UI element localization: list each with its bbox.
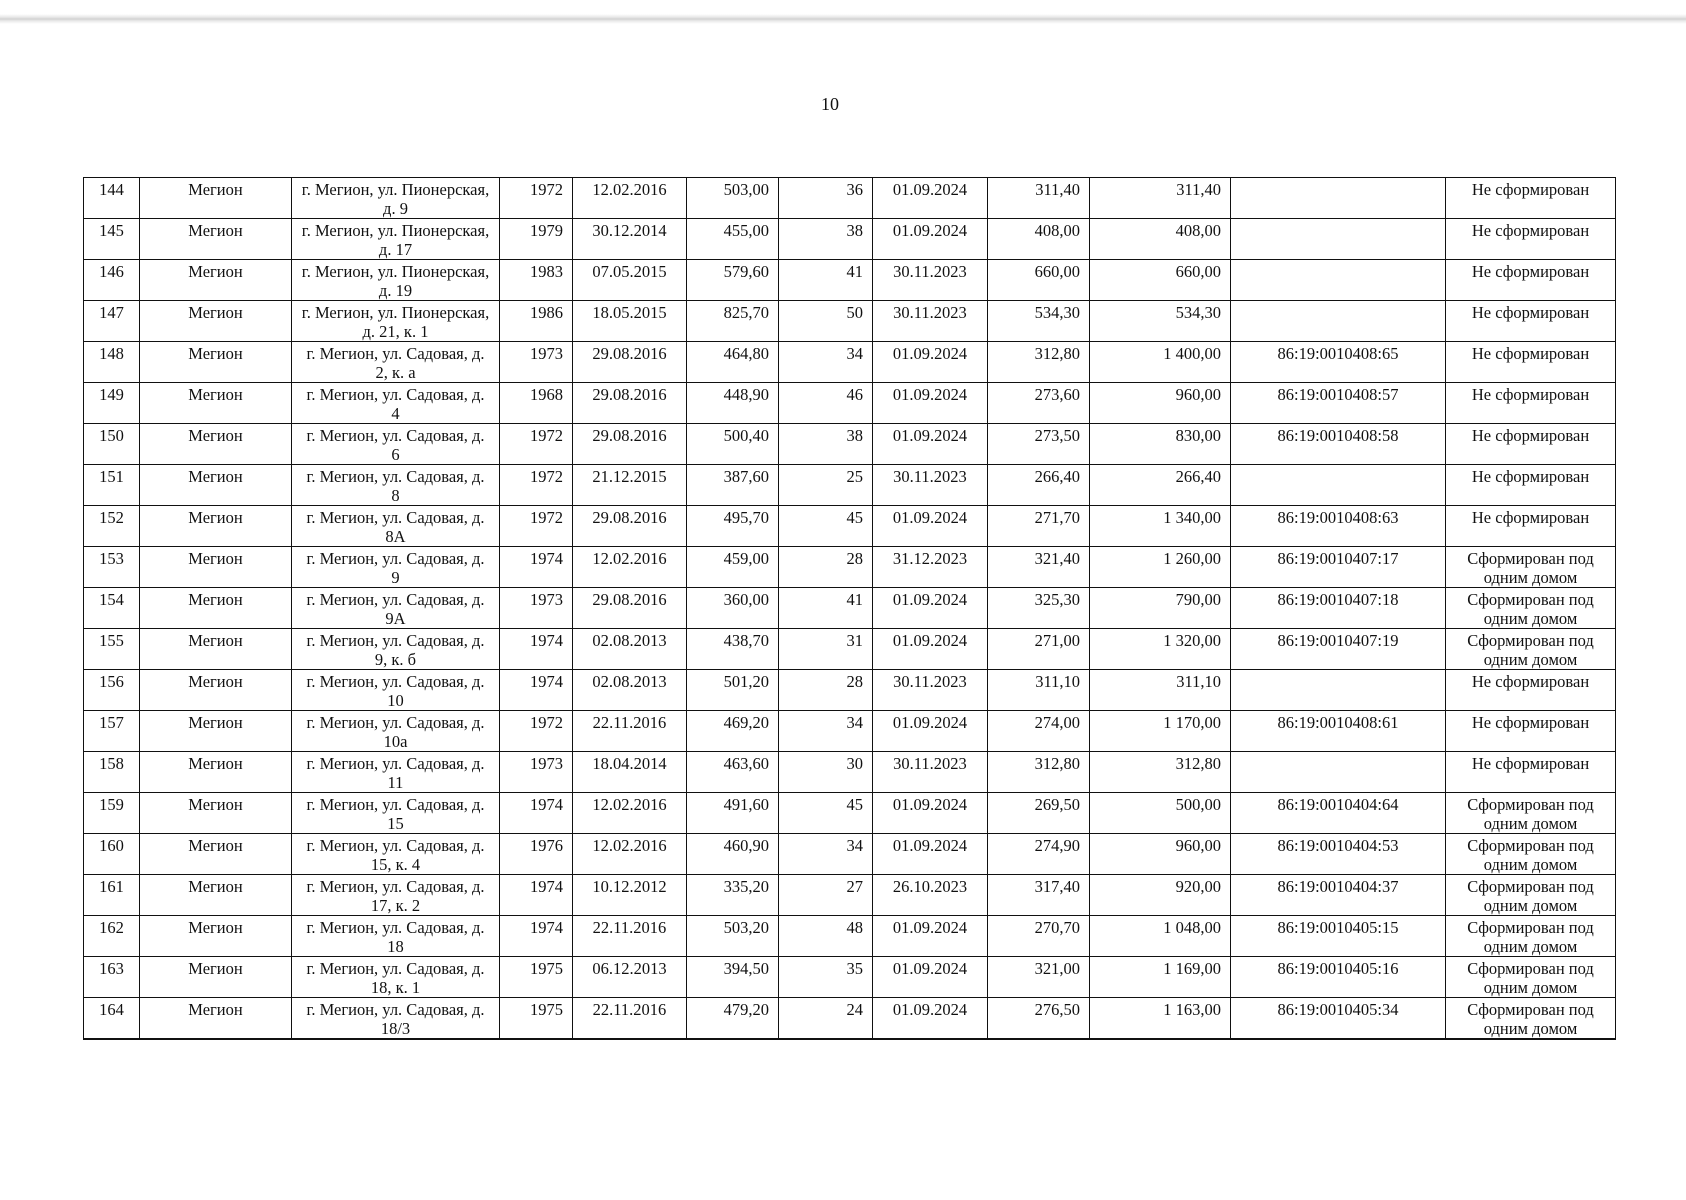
cell-date: 18.04.2014 [573,752,687,793]
cell-value-2: 920,00 [1090,875,1231,916]
table-row [84,998,1616,1040]
cell-count: 34 [779,711,873,752]
cell-year: 1972 [500,465,573,506]
table-row [84,301,1616,342]
cell-address: г. Мегион, ул. Садовая, д. 9 [292,547,500,588]
cell-date: 12.02.2016 [573,793,687,834]
cell-deadline: 01.09.2024 [873,998,988,1040]
cell-area: 463,60 [687,752,779,793]
cell-year: 1973 [500,588,573,629]
cell-value-1: 311,40 [988,178,1090,219]
cell-date: 10.12.2012 [573,875,687,916]
cell-number: 154 [84,588,140,629]
cell-city: Мегион [140,711,292,752]
cell-status: Сформирован под одним домом [1446,629,1616,670]
cell-date: 18.05.2015 [573,301,687,342]
cell-area: 479,20 [687,998,779,1040]
cell-cadastre [1231,178,1446,219]
cell-cadastre: 86:19:0010408:58 [1231,424,1446,465]
cell-address: г. Мегион, ул. Пионерская, д. 17 [292,219,500,260]
cell-value-2: 1 260,00 [1090,547,1231,588]
cell-year: 1974 [500,916,573,957]
cell-city: Мегион [140,957,292,998]
cell-value-1: 534,30 [988,301,1090,342]
cell-area: 360,00 [687,588,779,629]
cell-value-1: 312,80 [988,342,1090,383]
cell-city: Мегион [140,465,292,506]
cell-deadline: 26.10.2023 [873,875,988,916]
cell-count: 28 [779,547,873,588]
cell-status: Не сформирован [1446,711,1616,752]
cell-deadline: 01.09.2024 [873,178,988,219]
cell-value-1: 408,00 [988,219,1090,260]
cell-address: г. Мегион, ул. Садовая, д. 18, к. 1 [292,957,500,998]
cell-value-1: 321,00 [988,957,1090,998]
cell-count: 31 [779,629,873,670]
cell-cadastre: 86:19:0010407:17 [1231,547,1446,588]
table-row [84,547,1616,588]
cell-year: 1968 [500,383,573,424]
cell-city: Мегион [140,301,292,342]
cell-status: Не сформирован [1446,178,1616,219]
cell-address: г. Мегион, ул. Садовая, д. 17, к. 2 [292,875,500,916]
table-row [84,219,1616,260]
cell-area: 394,50 [687,957,779,998]
cell-year: 1975 [500,998,573,1040]
cell-year: 1976 [500,834,573,875]
cell-status: Не сформирован [1446,752,1616,793]
cell-count: 48 [779,916,873,957]
cell-address: г. Мегион, ул. Садовая, д. 8А [292,506,500,547]
cell-value-1: 273,50 [988,424,1090,465]
cell-value-1: 660,00 [988,260,1090,301]
cell-value-2: 266,40 [1090,465,1231,506]
cell-address: г. Мегион, ул. Садовая, д. 18 [292,916,500,957]
cell-value-2: 311,10 [1090,670,1231,711]
cell-date: 22.11.2016 [573,916,687,957]
cell-address: г. Мегион, ул. Садовая, д. 6 [292,424,500,465]
cell-year: 1972 [500,711,573,752]
cell-date: 02.08.2013 [573,629,687,670]
table-row [84,957,1616,998]
cell-value-2: 660,00 [1090,260,1231,301]
cell-value-2: 1 048,00 [1090,916,1231,957]
cell-number: 144 [84,178,140,219]
cell-cadastre [1231,752,1446,793]
cell-count: 41 [779,260,873,301]
cell-count: 28 [779,670,873,711]
cell-number: 155 [84,629,140,670]
cell-value-2: 311,40 [1090,178,1231,219]
cell-value-1: 266,40 [988,465,1090,506]
cell-count: 38 [779,424,873,465]
cell-deadline: 01.09.2024 [873,957,988,998]
cell-number: 159 [84,793,140,834]
cell-value-2: 1 400,00 [1090,342,1231,383]
cell-cadastre [1231,301,1446,342]
cell-area: 469,20 [687,711,779,752]
cell-status: Сформирован под одним домом [1446,793,1616,834]
cell-cadastre [1231,260,1446,301]
cell-city: Мегион [140,834,292,875]
cell-date: 02.08.2013 [573,670,687,711]
cell-number: 150 [84,424,140,465]
cell-cadastre: 86:19:0010404:64 [1231,793,1446,834]
cell-status: Сформирован под одним домом [1446,998,1616,1040]
cell-city: Мегион [140,588,292,629]
cell-city: Мегион [140,629,292,670]
cell-status: Сформирован под одним домом [1446,875,1616,916]
cell-city: Мегион [140,547,292,588]
cell-address: г. Мегион, ул. Садовая, д. 8 [292,465,500,506]
table-row [84,711,1616,752]
cell-date: 21.12.2015 [573,465,687,506]
cell-status: Сформирован под одним домом [1446,547,1616,588]
cell-city: Мегион [140,219,292,260]
cell-status: Не сформирован [1446,465,1616,506]
cell-cadastre: 86:19:0010408:63 [1231,506,1446,547]
cell-date: 12.02.2016 [573,547,687,588]
table-body [84,178,1616,1040]
table-row [84,342,1616,383]
cell-deadline: 01.09.2024 [873,793,988,834]
cell-deadline: 01.09.2024 [873,506,988,547]
cell-year: 1986 [500,301,573,342]
cell-cadastre: 86:19:0010405:16 [1231,957,1446,998]
cell-value-2: 960,00 [1090,383,1231,424]
cell-value-2: 500,00 [1090,793,1231,834]
table-row [84,752,1616,793]
cell-number: 153 [84,547,140,588]
cell-area: 579,60 [687,260,779,301]
cell-value-2: 312,80 [1090,752,1231,793]
cell-number: 157 [84,711,140,752]
cell-date: 22.11.2016 [573,711,687,752]
cell-address: г. Мегион, ул. Садовая, д. 2, к. а [292,342,500,383]
cell-cadastre: 86:19:0010407:19 [1231,629,1446,670]
cell-value-2: 1 170,00 [1090,711,1231,752]
cell-date: 29.08.2016 [573,342,687,383]
cell-city: Мегион [140,506,292,547]
cell-city: Мегион [140,424,292,465]
cell-value-1: 325,30 [988,588,1090,629]
cell-status: Не сформирован [1446,506,1616,547]
cell-year: 1979 [500,219,573,260]
table-row [84,834,1616,875]
cell-status: Сформирован под одним домом [1446,834,1616,875]
cell-number: 161 [84,875,140,916]
cell-number: 158 [84,752,140,793]
cell-number: 152 [84,506,140,547]
table-row [84,178,1616,219]
cell-status: Не сформирован [1446,219,1616,260]
cell-city: Мегион [140,383,292,424]
cell-number: 156 [84,670,140,711]
table-row [84,506,1616,547]
cell-number: 147 [84,301,140,342]
cell-value-1: 321,40 [988,547,1090,588]
cell-count: 35 [779,957,873,998]
cell-area: 459,00 [687,547,779,588]
cell-year: 1973 [500,342,573,383]
cell-value-1: 270,70 [988,916,1090,957]
cell-count: 25 [779,465,873,506]
cell-city: Мегион [140,916,292,957]
cell-cadastre: 86:19:0010404:37 [1231,875,1446,916]
cell-area: 495,70 [687,506,779,547]
cell-count: 27 [779,875,873,916]
cell-cadastre: 86:19:0010407:18 [1231,588,1446,629]
cell-cadastre [1231,465,1446,506]
cell-count: 45 [779,793,873,834]
cell-number: 163 [84,957,140,998]
cell-cadastre: 86:19:0010404:53 [1231,834,1446,875]
cell-address: г. Мегион, ул. Садовая, д. 9А [292,588,500,629]
cell-city: Мегион [140,875,292,916]
cell-address: г. Мегион, ул. Садовая, д. 9, к. б [292,629,500,670]
cell-date: 29.08.2016 [573,383,687,424]
cell-value-2: 790,00 [1090,588,1231,629]
cell-date: 22.11.2016 [573,998,687,1040]
table-row [84,383,1616,424]
cell-count: 30 [779,752,873,793]
table-row [84,260,1616,301]
cell-city: Мегион [140,342,292,383]
table-row [84,875,1616,916]
cell-number: 164 [84,998,140,1040]
cell-deadline: 01.09.2024 [873,629,988,670]
cell-year: 1974 [500,547,573,588]
cell-number: 146 [84,260,140,301]
cell-value-2: 960,00 [1090,834,1231,875]
cell-area: 455,00 [687,219,779,260]
cell-value-1: 311,10 [988,670,1090,711]
cell-value-2: 534,30 [1090,301,1231,342]
cell-address: г. Мегион, ул. Садовая, д. 15 [292,793,500,834]
cell-number: 149 [84,383,140,424]
page-number: 10 [821,94,839,114]
cell-value-2: 408,00 [1090,219,1231,260]
cell-value-1: 271,00 [988,629,1090,670]
table-row [84,916,1616,957]
table-row [84,424,1616,465]
cell-count: 24 [779,998,873,1040]
table-row [84,793,1616,834]
cell-value-2: 830,00 [1090,424,1231,465]
table-row [84,465,1616,506]
cell-count: 41 [779,588,873,629]
cell-number: 148 [84,342,140,383]
cell-status: Сформирован под одним домом [1446,588,1616,629]
cell-value-1: 317,40 [988,875,1090,916]
cell-count: 34 [779,342,873,383]
cell-address: г. Мегион, ул. Пионерская, д. 9 [292,178,500,219]
cell-address: г. Мегион, ул. Садовая, д. 18/3 [292,998,500,1040]
cell-count: 36 [779,178,873,219]
cell-status: Не сформирован [1446,424,1616,465]
cell-status: Не сформирован [1446,383,1616,424]
cell-area: 464,80 [687,342,779,383]
cell-deadline: 01.09.2024 [873,219,988,260]
cell-value-1: 273,60 [988,383,1090,424]
cell-city: Мегион [140,793,292,834]
cell-deadline: 01.09.2024 [873,916,988,957]
cell-year: 1973 [500,752,573,793]
cell-date: 30.12.2014 [573,219,687,260]
cell-value-1: 269,50 [988,793,1090,834]
cell-year: 1974 [500,629,573,670]
cell-date: 12.02.2016 [573,834,687,875]
cell-cadastre: 86:19:0010408:61 [1231,711,1446,752]
scan-edge-artifact [0,14,1686,24]
cell-date: 07.05.2015 [573,260,687,301]
cell-address: г. Мегион, ул. Пионерская, д. 21, к. 1 [292,301,500,342]
cell-count: 38 [779,219,873,260]
cell-area: 387,60 [687,465,779,506]
cell-area: 501,20 [687,670,779,711]
cell-date: 12.02.2016 [573,178,687,219]
cell-city: Мегион [140,670,292,711]
cell-cadastre: 86:19:0010405:15 [1231,916,1446,957]
cell-area: 460,90 [687,834,779,875]
cell-area: 500,40 [687,424,779,465]
cell-status: Не сформирован [1446,342,1616,383]
cell-cadastre: 86:19:0010408:65 [1231,342,1446,383]
cell-count: 50 [779,301,873,342]
cell-deadline: 30.11.2023 [873,670,988,711]
housing-registry-table [83,177,1616,1040]
cell-status: Сформирован под одним домом [1446,916,1616,957]
cell-city: Мегион [140,260,292,301]
cell-number: 162 [84,916,140,957]
cell-deadline: 01.09.2024 [873,711,988,752]
cell-status: Не сформирован [1446,301,1616,342]
cell-year: 1972 [500,424,573,465]
cell-deadline: 01.09.2024 [873,834,988,875]
cell-city: Мегион [140,178,292,219]
cell-deadline: 01.09.2024 [873,424,988,465]
cell-year: 1983 [500,260,573,301]
cell-deadline: 01.09.2024 [873,383,988,424]
cell-year: 1974 [500,670,573,711]
cell-count: 34 [779,834,873,875]
cell-count: 45 [779,506,873,547]
cell-date: 06.12.2013 [573,957,687,998]
cell-number: 145 [84,219,140,260]
cell-area: 503,00 [687,178,779,219]
cell-year: 1975 [500,957,573,998]
cell-address: г. Мегион, ул. Садовая, д. 15, к. 4 [292,834,500,875]
cell-value-1: 276,50 [988,998,1090,1040]
table-row [84,670,1616,711]
cell-date: 29.08.2016 [573,588,687,629]
cell-address: г. Мегион, ул. Пионерская, д. 19 [292,260,500,301]
cell-deadline: 31.12.2023 [873,547,988,588]
cell-deadline: 30.11.2023 [873,301,988,342]
cell-area: 335,20 [687,875,779,916]
cell-number: 151 [84,465,140,506]
cell-number: 160 [84,834,140,875]
cell-address: г. Мегион, ул. Садовая, д. 10а [292,711,500,752]
cell-address: г. Мегион, ул. Садовая, д. 4 [292,383,500,424]
cell-count: 46 [779,383,873,424]
cell-value-2: 1 340,00 [1090,506,1231,547]
table-row [84,629,1616,670]
cell-address: г. Мегион, ул. Садовая, д. 10 [292,670,500,711]
cell-date: 29.08.2016 [573,424,687,465]
cell-deadline: 30.11.2023 [873,260,988,301]
table-row [84,588,1616,629]
cell-year: 1974 [500,793,573,834]
cell-area: 448,90 [687,383,779,424]
cell-area: 825,70 [687,301,779,342]
cell-value-2: 1 163,00 [1090,998,1231,1040]
cell-area: 503,20 [687,916,779,957]
cell-status: Сформирован под одним домом [1446,957,1616,998]
cell-deadline: 30.11.2023 [873,465,988,506]
cell-cadastre [1231,219,1446,260]
cell-status: Не сформирован [1446,670,1616,711]
cell-deadline: 30.11.2023 [873,752,988,793]
cell-deadline: 01.09.2024 [873,588,988,629]
cell-cadastre [1231,670,1446,711]
cell-year: 1972 [500,178,573,219]
cell-value-1: 312,80 [988,752,1090,793]
cell-city: Мегион [140,998,292,1040]
cell-city: Мегион [140,752,292,793]
cell-value-1: 274,00 [988,711,1090,752]
cell-value-2: 1 169,00 [1090,957,1231,998]
cell-value-2: 1 320,00 [1090,629,1231,670]
cell-cadastre: 86:19:0010408:57 [1231,383,1446,424]
cell-area: 491,60 [687,793,779,834]
cell-cadastre: 86:19:0010405:34 [1231,998,1446,1040]
cell-date: 29.08.2016 [573,506,687,547]
cell-year: 1974 [500,875,573,916]
cell-year: 1972 [500,506,573,547]
cell-value-1: 271,70 [988,506,1090,547]
cell-address: г. Мегион, ул. Садовая, д. 11 [292,752,500,793]
cell-status: Не сформирован [1446,260,1616,301]
cell-deadline: 01.09.2024 [873,342,988,383]
cell-value-1: 274,90 [988,834,1090,875]
cell-area: 438,70 [687,629,779,670]
